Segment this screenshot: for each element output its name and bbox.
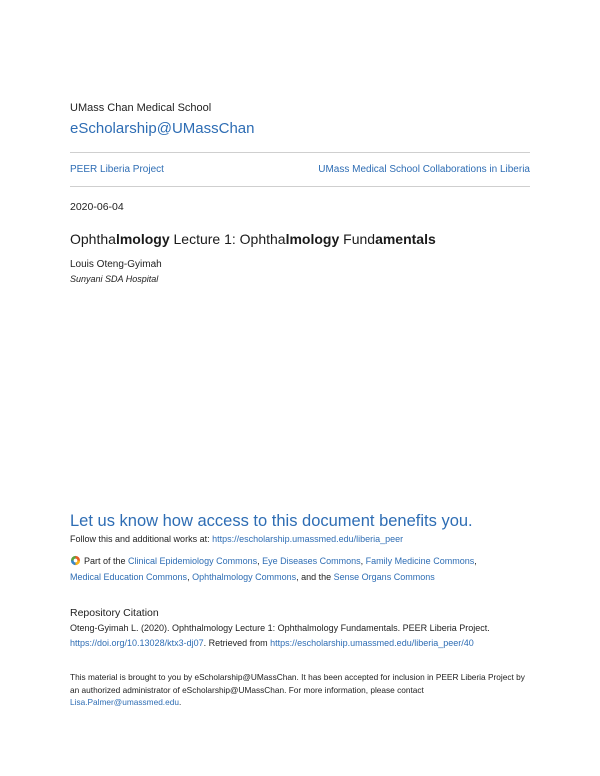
title-part: lmology	[285, 231, 340, 247]
title-part: Fund	[339, 231, 376, 247]
footer-text: This material is brought to you by eScholarship@UMassChan. It has been accepted for inclusion in PEER Liberia Project by an authorized administrator of eScholarship@UMassChan. For more information, please contact	[70, 672, 525, 695]
citation-heading: Repository Citation	[70, 607, 159, 619]
citation-body: Oteng-Gyimah L. (2020). Ophthalmology Lecture 1: Ophthalmology Fundamentals. PEER Liberia Project.	[70, 623, 490, 633]
title-part: Ophtha	[70, 231, 116, 247]
open-access-icon	[70, 555, 81, 566]
contact-email-link[interactable]: Lisa.Palmer@umassmed.edu	[70, 697, 179, 707]
footer-notice	[70, 671, 530, 709]
author-affiliation: Sunyani SDA Hospital	[70, 274, 159, 284]
doi-link[interactable]: https://doi.org/10.13028/ktx3-dj07	[70, 638, 204, 648]
author-name: Louis Oteng-Gyimah	[70, 259, 162, 270]
part-of-prefix: Part of the	[84, 556, 129, 566]
discipline-link[interactable]: Family Medicine Commons	[365, 556, 475, 566]
divider-top	[70, 152, 530, 153]
institution-name: UMass Chan Medical School	[70, 102, 212, 114]
citation-text	[70, 621, 540, 651]
discipline-link[interactable]: Medical Education Commons	[70, 572, 188, 582]
separator: ,	[360, 556, 366, 566]
collection-link[interactable]: UMass Medical School Collaborations in Liberia	[318, 164, 530, 175]
divider-bottom	[70, 186, 530, 187]
document-title	[70, 231, 436, 247]
series-url-link[interactable]: https://escholarship.umassmed.edu/liberia_peer	[212, 534, 404, 544]
follow-line	[70, 534, 403, 544]
discipline-link[interactable]: Ophthalmology Commons	[192, 572, 297, 582]
separator: ,	[187, 572, 193, 582]
footer-end: .	[178, 697, 182, 707]
title-part: lmology	[115, 231, 170, 247]
discipline-link[interactable]: Eye Diseases Commons	[262, 556, 361, 566]
separator-and: , and the	[296, 572, 334, 582]
discipline-link[interactable]: Clinical Epidemiology Commons	[128, 556, 258, 566]
separator: ,	[257, 556, 263, 566]
discipline-link[interactable]: Sense Organs Commons	[333, 572, 435, 582]
title-part: Lecture 1: Ophtha	[169, 231, 286, 247]
title-part: amentals	[375, 231, 436, 247]
disciplines	[70, 553, 532, 585]
feedback-link[interactable]: Let us know how access to this document benefits you.	[70, 512, 473, 530]
repository-link[interactable]: eScholarship@UMassChan	[70, 120, 255, 137]
item-url-link[interactable]: https://escholarship.umassmed.edu/liberia_peer/40	[270, 638, 474, 648]
publication-date: 2020-06-04	[70, 201, 124, 213]
series-link[interactable]: PEER Liberia Project	[70, 164, 164, 175]
follow-prefix: Follow this and additional works at:	[70, 534, 213, 544]
separator: ,	[474, 556, 477, 566]
retrieved-text: . Retrieved from	[203, 638, 271, 648]
